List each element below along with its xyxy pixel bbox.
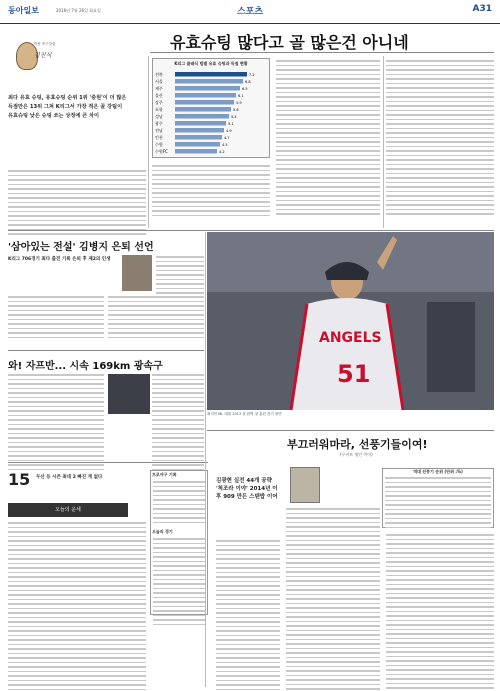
category-label: 포항 (155, 107, 163, 112)
ad-number: 15 (8, 470, 31, 489)
speed-body-col-2 (152, 374, 204, 473)
section-name: 스포츠 (236, 7, 264, 17)
main-photo (207, 232, 494, 410)
category-label: 수원FC (155, 149, 168, 154)
shots-bar (175, 114, 229, 119)
category-label: 상주 (155, 100, 163, 105)
issue-date: 2016년 7월 26일 화요일 (56, 8, 101, 13)
value-label: 5.4 (231, 115, 237, 119)
value-label: 4.5 (222, 143, 228, 147)
value-label: 5.1 (228, 122, 234, 126)
bottom-headline: 부끄러워마라, 선풍기들이여! (287, 438, 428, 451)
section-rule-1 (8, 230, 494, 231)
shots-bar (175, 142, 220, 147)
speed-headline: 와! 자프반... 시속 169km 광속구 (8, 361, 163, 372)
bottom-subtitle: (무비트 명언 이어) (340, 452, 373, 457)
section-rule-4 (8, 462, 208, 463)
category-label: 서울 (155, 79, 163, 84)
masthead (0, 0, 500, 24)
scoreboard (150, 470, 208, 615)
paper-name: 동아일보 (8, 6, 39, 15)
shots-bar (175, 128, 224, 133)
category-label: 광주 (155, 121, 163, 126)
category-label: 제주 (155, 86, 163, 91)
category-label: 인천 (155, 135, 163, 140)
svg-text:51: 51 (337, 360, 371, 388)
kim-portrait (122, 255, 152, 291)
category-label: 전남 (155, 128, 163, 133)
ad-logo: 오늘의 운세 (8, 503, 128, 517)
scoreboard-title: 프로야구 기록 (152, 472, 177, 477)
value-label: 7.2 (249, 73, 255, 77)
section-rule-2 (8, 350, 204, 351)
col-divider-1 (148, 56, 149, 228)
page-number: A31 (472, 4, 492, 14)
shots-bar (175, 107, 231, 112)
value-label: 4.7 (224, 136, 230, 140)
category-label: 전북 (155, 72, 163, 77)
main-photo-caption: 최지만 ML 데뷔 2013 첫 완벽 첫 홈런 경기 장면 (207, 412, 282, 416)
pitcher-photo (108, 374, 150, 414)
speed-body-col-1 (8, 374, 104, 473)
kim-body-col-3 (156, 256, 204, 297)
bottom-body-col-2 (286, 508, 380, 691)
bottom-body-col-1 (216, 540, 280, 691)
value-label: 5.9 (236, 101, 242, 105)
category-label: 수원 (155, 142, 163, 147)
shots-bar (175, 135, 222, 140)
kim-caption: K리그 706경기 최다 출전 기록 은퇴 후 제2의 인생 (8, 257, 111, 262)
shots-bar (175, 79, 243, 84)
columnist-signature: 김진식 (34, 52, 52, 59)
shots-bar (175, 86, 240, 91)
columnist-label: 박용 축구칼럼 (34, 42, 56, 46)
top-body-col-3 (276, 60, 380, 218)
fan-ranking-table (382, 468, 494, 528)
value-label: 4.9 (226, 129, 232, 133)
shots-bar (175, 93, 236, 98)
svg-text:ANGELS: ANGELS (319, 330, 382, 346)
shots-bar (175, 149, 217, 154)
kim-body-col-2 (108, 296, 204, 341)
shots-bar (175, 100, 234, 105)
kim-body-col-1 (8, 296, 104, 341)
shots-bar (175, 121, 226, 126)
col-divider-3 (383, 56, 384, 228)
kim-headline: '삼아있는 전설' 김병지 은퇴 선언 (8, 242, 154, 253)
col-divider-2 (205, 232, 206, 687)
section-rule-3 (207, 430, 494, 431)
value-label: 5.6 (233, 108, 239, 112)
category-label: 울산 (155, 93, 163, 98)
columnist-portrait-2 (290, 467, 320, 503)
top-body-col-4 (386, 60, 494, 218)
scoreboard-subtitle: 오늘의 경기 (152, 529, 173, 534)
top-body-col-1 (8, 170, 146, 238)
ad-sub: 두산 등 시즌 최대 2 빠진 게 없다 (36, 475, 103, 480)
value-label: 6.1 (238, 94, 244, 98)
category-label: 성남 (155, 114, 163, 119)
top-headline: 유효슈팅 많다고 골 많은건 아니네 (170, 33, 409, 52)
columnist-byline (6, 34, 64, 92)
shots-table-title: K리그 클래식 팀별 유효 슈팅과 득점 현황 (174, 61, 248, 66)
fan-ranking-title: 역대 선풍기 순위 (단위 :%) (413, 469, 463, 474)
top-body-col-2 (152, 165, 270, 219)
top-lede: 최다 유효 슈팅, 유효슈팅 순위 1위 '중원'이 더 많은 득점만은 13위 그쳐 K리그서 가장 적은 골 강팀이 유효슈팅 낮은 슈팅 쏘는 상정에 큰 차이 (8, 95, 127, 119)
top-rule (150, 52, 494, 53)
bottom-quote: 김광현 실전 44개 공략 '척조라 이야' 2014년 이후 909 만든 스탠밥 이어 (216, 478, 278, 500)
ad-body (8, 522, 146, 691)
baseball-player-illustration (207, 232, 494, 410)
value-label: 4.2 (219, 150, 225, 154)
value-label: 6.8 (245, 80, 251, 84)
shots-bar (175, 72, 247, 77)
shots-table (152, 58, 270, 158)
bottom-body-col-3 (386, 534, 494, 691)
shots-chart (155, 69, 267, 157)
value-label: 6.5 (242, 87, 248, 91)
